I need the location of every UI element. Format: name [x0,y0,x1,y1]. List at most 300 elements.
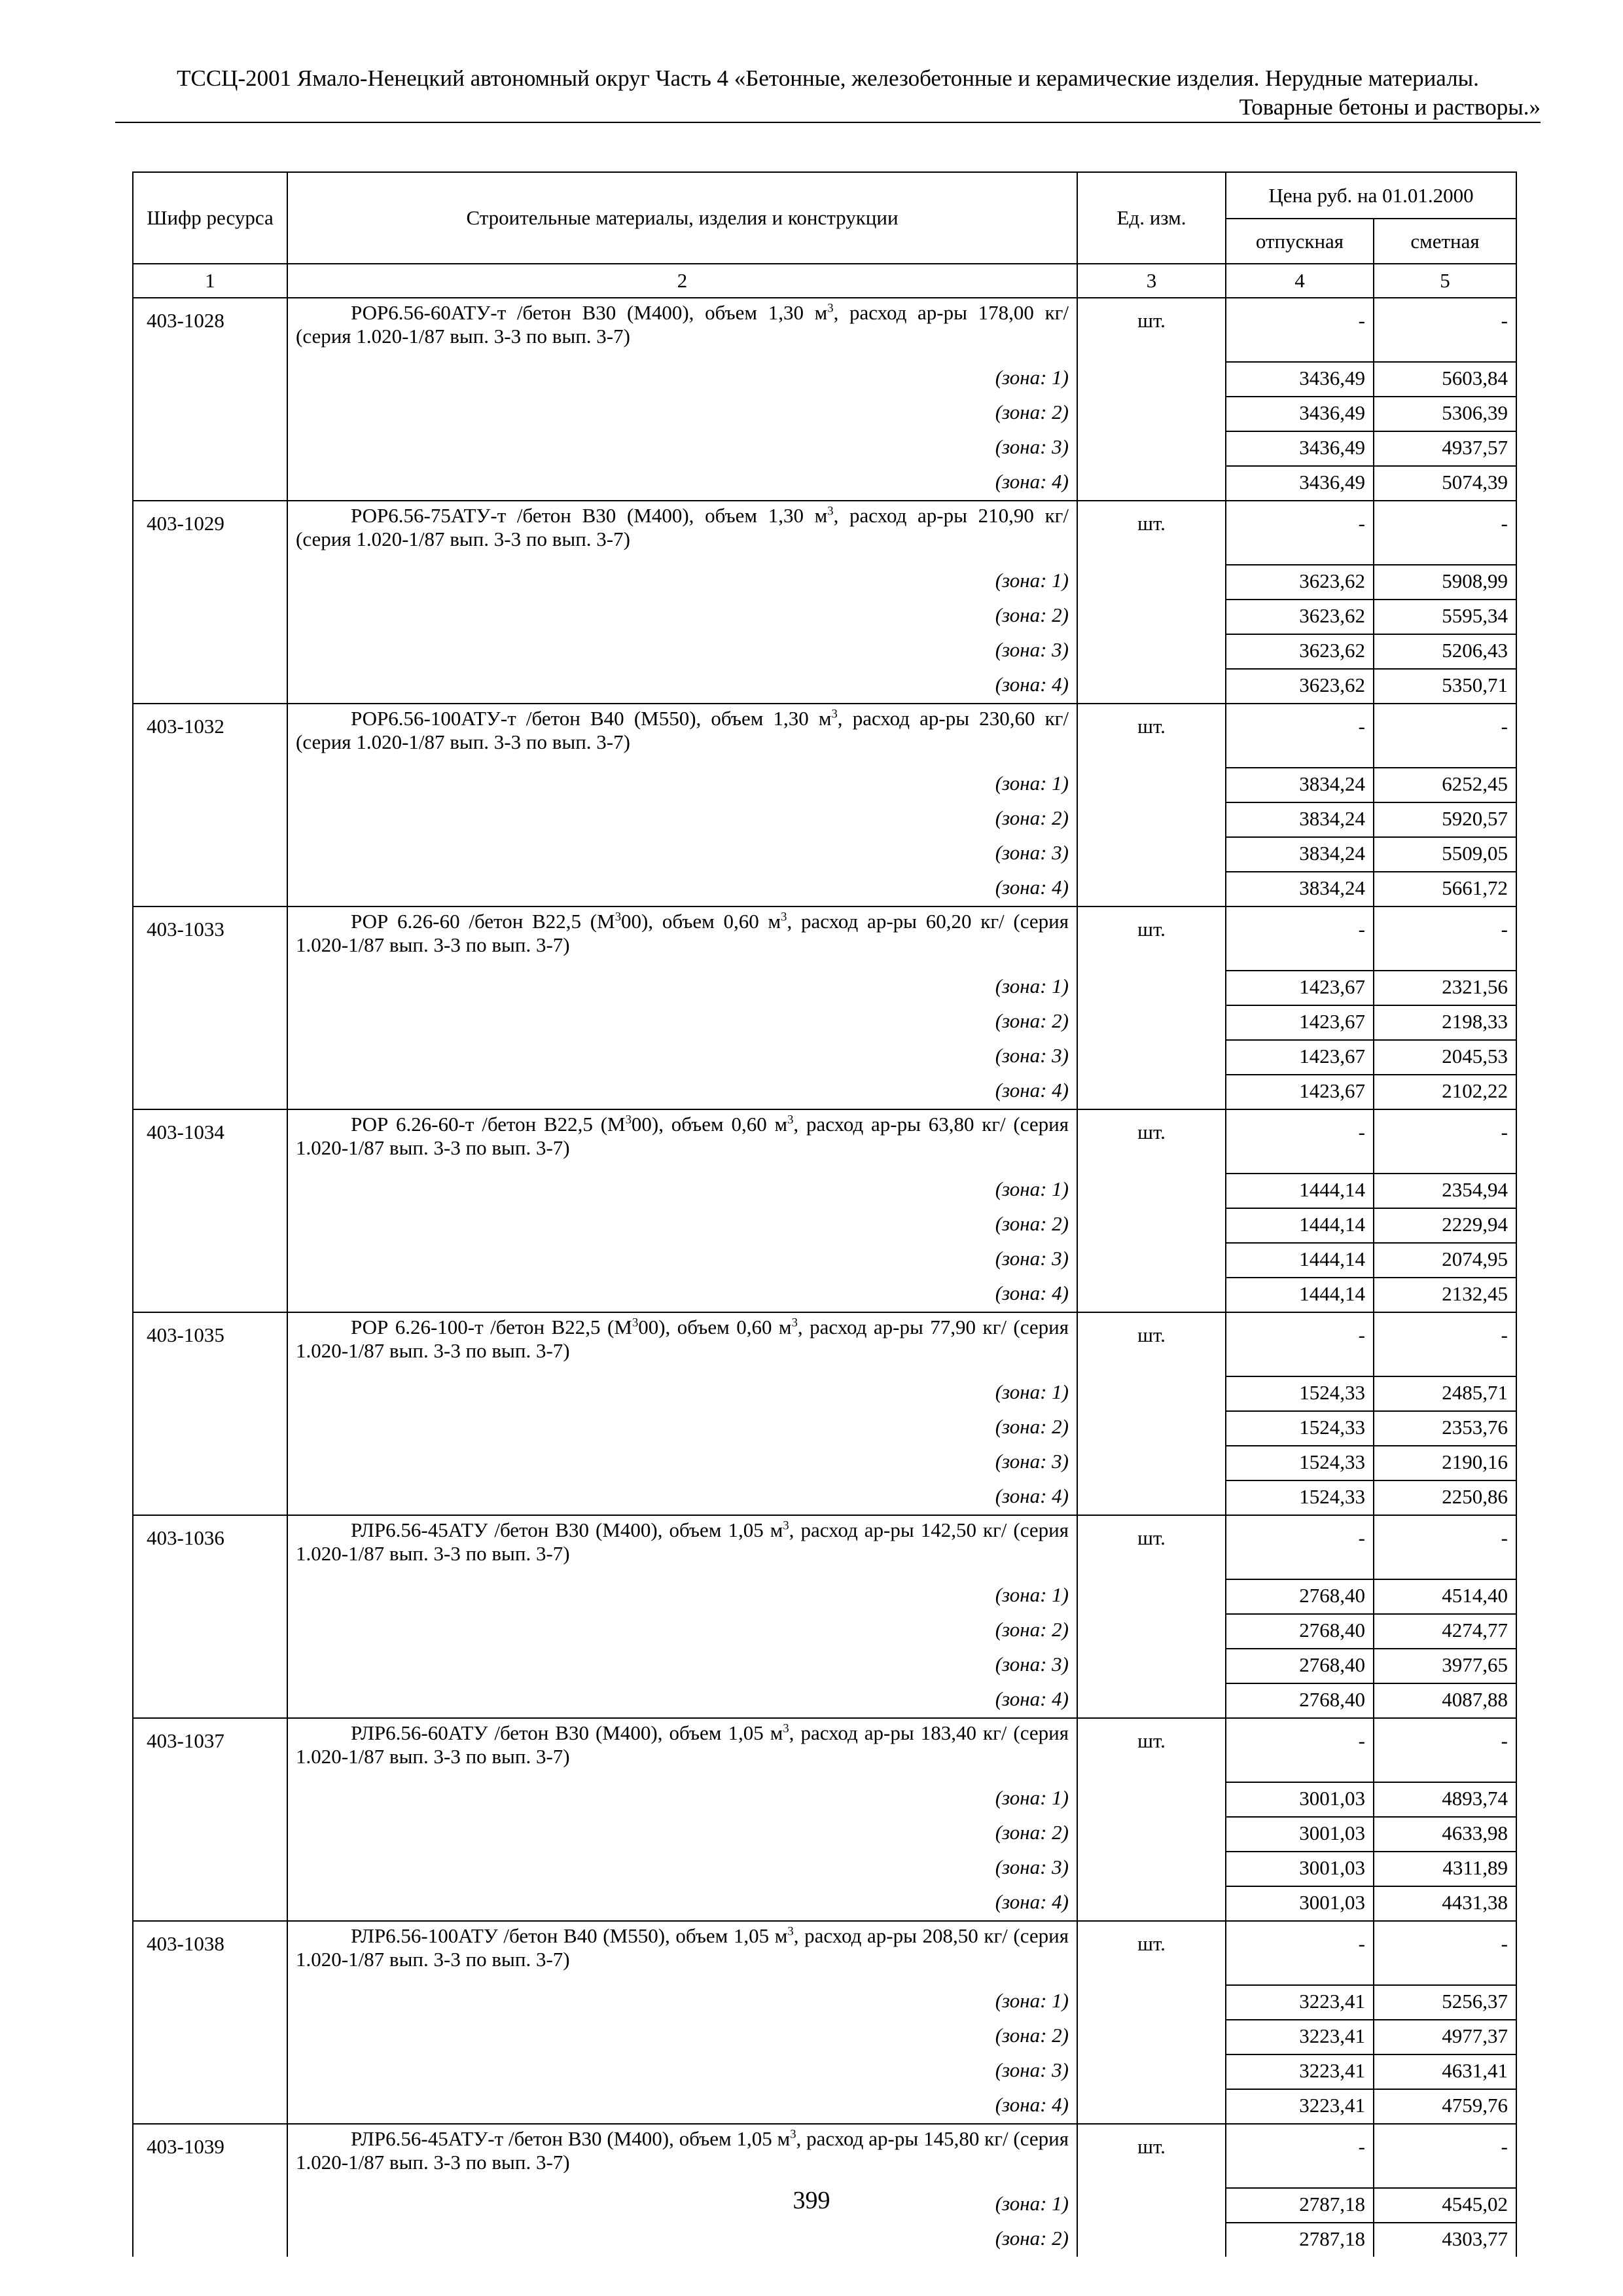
description-part: , расход ар-ры 145,80 кг/ (серия 1.020-1/87 вып. 3-3 по вып. 3-7) [296,2127,1069,2174]
zone-release-price: 3001,03 [1226,1782,1374,1817]
superscript: 3 [615,910,621,924]
zone-row [133,1005,1516,1040]
zone-estimate-price: 2132,45 [1374,1278,1516,1312]
zone-label: (зона: 2) [287,2223,1077,2257]
empty-cell [1077,1446,1226,1480]
empty-cell [133,1040,287,1075]
estimate-price: - [1374,704,1516,768]
empty-cell [1077,2020,1226,2054]
zone-release-price: 2768,40 [1226,1579,1374,1614]
zone-estimate-price: 6252,45 [1374,768,1516,802]
material-description [296,1113,1069,1160]
empty-cell [1077,2223,1226,2257]
zone-label: (зона: 3) [287,1446,1077,1480]
description-part: , расход ар-ры 210,90 кг/ (серия 1.020-1/87 вып. 3-3 по вып. 3-7) [296,504,1069,550]
zone-release-price: 1423,67 [1226,971,1374,1005]
material-description-cell [287,298,1077,362]
zone-estimate-price: 4631,41 [1374,2054,1516,2089]
table-row [133,501,1516,565]
description-part: 00), объем 0,60 м [638,1316,792,1338]
zone-estimate-price: 4274,77 [1374,1614,1516,1649]
zone-label: (зона: 4) [287,1480,1077,1515]
release-price: - [1226,704,1374,768]
zone-release-price: 3001,03 [1226,1817,1374,1852]
zone-label: (зона: 2) [287,600,1077,634]
zone-estimate-price: 2198,33 [1374,1005,1516,1040]
col-number: 3 [1077,264,1226,298]
zone-label: (зона: 4) [287,1075,1077,1109]
zone-row [133,768,1516,802]
zone-row [133,1411,1516,1446]
zone-estimate-price: 4759,76 [1374,2089,1516,2124]
header-code: Шифр ресурса [133,172,287,264]
empty-cell [133,837,287,872]
material-description [296,504,1069,551]
zone-label: (зона: 1) [287,1579,1077,1614]
unit: шт. [1077,906,1226,971]
superscript: 3 [783,1518,789,1533]
material-description-cell [287,1515,1077,1579]
zone-row [133,634,1516,669]
zone-release-price: 3623,62 [1226,565,1374,600]
description-part: РОР6.56-100АТУ-т /бетон В40 (М550), объем 1,30 м [351,707,832,730]
empty-cell [1077,600,1226,634]
zone-label: (зона: 4) [287,669,1077,704]
superscript: 3 [625,1113,632,1127]
resource-code: 403-1028 [133,298,287,362]
empty-cell [133,1005,287,1040]
zone-release-price: 3223,41 [1226,1985,1374,2020]
zone-release-price: 1423,67 [1226,1005,1374,1040]
zone-release-price: 3834,24 [1226,802,1374,837]
empty-cell [1077,1683,1226,1718]
zone-release-price: 1444,14 [1226,1208,1374,1243]
table-row [133,1312,1516,1376]
page-number: 399 [793,2187,830,2214]
zone-release-price: 1423,67 [1226,1075,1374,1109]
zone-label: (зона: 2) [287,1208,1077,1243]
empty-cell [1077,2054,1226,2089]
zone-label: (зона: 3) [287,634,1077,669]
empty-cell [1077,431,1226,466]
empty-cell [133,1782,287,1817]
empty-cell [133,1852,287,1886]
zone-estimate-price: 4514,40 [1374,1579,1516,1614]
estimate-price: - [1374,501,1516,565]
resource-code: 403-1032 [133,704,287,768]
zone-row [133,1243,1516,1278]
description-part: 00), объем 0,60 м [631,1113,788,1136]
zone-label: (зона: 1) [287,971,1077,1005]
empty-cell [1077,362,1226,397]
zone-release-price: 1423,67 [1226,1040,1374,1075]
description-part: РОР 6.26-60-т /бетон В22,5 (М [351,1113,626,1136]
description-part: РЛР6.56-100АТУ /бетон В40 (М550), объем 1,05 м [351,1924,788,1947]
zone-row [133,2223,1516,2257]
superscript: 3 [827,504,834,518]
zone-release-price: 3001,03 [1226,1886,1374,1921]
material-description-cell [287,906,1077,971]
material-description-cell [287,1921,1077,1985]
empty-cell [133,1579,287,1614]
zone-row [133,362,1516,397]
zone-estimate-price: 2485,71 [1374,1376,1516,1411]
zone-row [133,600,1516,634]
zone-release-price: 2768,40 [1226,1614,1374,1649]
zone-release-price: 3436,49 [1226,362,1374,397]
empty-cell [133,2223,287,2257]
table-row [133,1921,1516,1985]
zone-row [133,837,1516,872]
zone-row [133,2089,1516,2124]
empty-cell [133,768,287,802]
release-price: - [1226,298,1374,362]
zone-label: (зона: 1) [287,1985,1077,2020]
empty-cell [1077,634,1226,669]
zone-estimate-price: 4545,02 [1374,2188,1516,2223]
zone-row [133,1075,1516,1109]
empty-cell [133,2054,287,2089]
table-row [133,298,1516,362]
zone-release-price: 3001,03 [1226,1852,1374,1886]
zone-estimate-price: 4431,38 [1374,1886,1516,1921]
zone-estimate-price: 4893,74 [1374,1782,1516,1817]
zone-estimate-price: 5908,99 [1374,565,1516,600]
zone-release-price: 1524,33 [1226,1446,1374,1480]
zone-release-price: 1444,14 [1226,1243,1374,1278]
empty-cell [133,565,287,600]
empty-cell [133,2089,287,2124]
zone-release-price: 3223,41 [1226,2089,1374,2124]
zone-estimate-price: 2353,76 [1374,1411,1516,1446]
empty-cell [133,600,287,634]
material-description [296,910,1069,957]
empty-cell [133,1480,287,1515]
empty-cell [133,1174,287,1208]
material-description-cell [287,704,1077,768]
description-part: , расход ар-ры 230,60 кг/ (серия 1.020-1/87 вып. 3-3 по вып. 3-7) [296,707,1069,753]
empty-cell [133,802,287,837]
zone-label: (зона: 2) [287,2020,1077,2054]
zone-estimate-price: 5920,57 [1374,802,1516,837]
zone-label: (зона: 2) [287,1817,1077,1852]
zone-row [133,971,1516,1005]
zone-row [133,1480,1516,1515]
empty-cell [133,1817,287,1852]
empty-cell [1077,2089,1226,2124]
table-row [133,2124,1516,2188]
empty-cell [1077,1075,1226,1109]
empty-cell [133,1208,287,1243]
empty-cell [133,1411,287,1446]
zone-row [133,2020,1516,2054]
description-part: , расход ар-ры 183,40 кг/ (серия 1.020-1/87 вып. 3-3 по вып. 3-7) [296,1721,1069,1768]
description-part: РЛР6.56-60АТУ /бетон В30 (М400), объем 1,05 м [351,1721,783,1744]
resource-code: 403-1038 [133,1921,287,1985]
empty-cell [1077,1817,1226,1852]
estimate-price: - [1374,298,1516,362]
empty-cell [1077,466,1226,501]
zone-release-price: 3223,41 [1226,2020,1374,2054]
zone-row [133,1817,1516,1852]
unit: шт. [1077,2124,1226,2188]
zone-row [133,1174,1516,1208]
zone-estimate-price: 5206,43 [1374,634,1516,669]
description-part: РОР6.56-60АТУ-т /бетон В30 (М400), объем 1,30 м [351,301,828,324]
zone-row [133,397,1516,431]
empty-cell [1077,837,1226,872]
zone-estimate-price: 2190,16 [1374,1446,1516,1480]
zone-release-price: 1524,33 [1226,1376,1374,1411]
zone-row [133,1446,1516,1480]
empty-cell [1077,1579,1226,1614]
zone-row [133,565,1516,600]
zone-estimate-price: 4311,89 [1374,1852,1516,1886]
superscript: 3 [787,1113,794,1127]
zone-release-price: 1524,33 [1226,1480,1374,1515]
material-description [296,707,1069,754]
zone-label: (зона: 2) [287,1005,1077,1040]
empty-cell [133,872,287,906]
estimate-price: - [1374,2124,1516,2188]
header-line-2: Товарные бетоны и растворы.» [1239,94,1541,120]
empty-cell [133,634,287,669]
col-number: 2 [287,264,1077,298]
zone-estimate-price: 5661,72 [1374,872,1516,906]
unit: шт. [1077,1921,1226,1985]
material-description [296,1721,1069,1768]
zone-estimate-price: 4087,88 [1374,1683,1516,1718]
material-description-cell [287,1109,1077,1174]
zone-release-price: 1444,14 [1226,1174,1374,1208]
release-price: - [1226,1312,1374,1376]
zone-estimate-price: 5256,37 [1374,1985,1516,2020]
empty-cell [133,1376,287,1411]
zone-release-price: 3623,62 [1226,634,1374,669]
material-description [296,1316,1069,1363]
superscript: 3 [827,301,834,315]
zone-label: (зона: 4) [287,1886,1077,1921]
zone-release-price: 3436,49 [1226,397,1374,431]
zone-estimate-price: 2074,95 [1374,1243,1516,1278]
header-price: Цена руб. на 01.01.2000 [1226,172,1516,219]
empty-cell [1077,1278,1226,1312]
resource-code: 403-1036 [133,1515,287,1579]
estimate-price: - [1374,1109,1516,1174]
resource-code: 403-1037 [133,1718,287,1782]
table-row [133,906,1516,971]
empty-cell [1077,1243,1226,1278]
zone-release-price: 2768,40 [1226,1683,1374,1718]
description-part: РОР 6.26-60 /бетон В22,5 (М [351,910,615,933]
zone-estimate-price: 5595,34 [1374,600,1516,634]
zone-row [133,1782,1516,1817]
release-price: - [1226,906,1374,971]
zone-release-price: 2768,40 [1226,1649,1374,1683]
empty-cell [133,2020,287,2054]
zone-row [133,1614,1516,1649]
zone-estimate-price: 4303,77 [1374,2223,1516,2257]
empty-cell [1077,1649,1226,1683]
superscript: 3 [831,707,838,721]
resource-code: 403-1033 [133,906,287,971]
material-description [296,1924,1069,1971]
material-description-cell [287,1718,1077,1782]
zone-release-price: 3834,24 [1226,768,1374,802]
superscript: 3 [787,1924,794,1939]
empty-cell [133,1886,287,1921]
empty-cell [1077,669,1226,704]
empty-cell [1077,1174,1226,1208]
empty-cell [1077,1886,1226,1921]
col-number: 1 [133,264,287,298]
zone-row [133,669,1516,704]
empty-cell [1077,1782,1226,1817]
estimate-price: - [1374,906,1516,971]
empty-cell [133,669,287,704]
zone-row [133,2054,1516,2089]
superscript: 3 [791,1316,798,1330]
description-part: 00), объем 0,60 м [620,910,781,933]
empty-cell [133,362,287,397]
superscript: 3 [632,1316,639,1330]
running-header [115,64,1541,122]
description-part: , расход ар-ры 60,20 кг/ (серия 1.020-1/87 вып. 3-3 по вып. 3-7) [296,910,1069,956]
empty-cell [1077,1852,1226,1886]
zone-label: (зона: 3) [287,1649,1077,1683]
header-name: Строительные материалы, изделия и конструкции [287,172,1077,264]
table-body [133,298,1516,2257]
empty-cell [1077,1005,1226,1040]
release-price: - [1226,1515,1374,1579]
zone-estimate-price: 2250,86 [1374,1480,1516,1515]
zone-label: (зона: 4) [287,872,1077,906]
zone-release-price: 3834,24 [1226,872,1374,906]
release-price: - [1226,501,1374,565]
empty-cell [133,1243,287,1278]
estimate-price: - [1374,1718,1516,1782]
material-description-cell [287,1312,1077,1376]
zone-label: (зона: 1) [287,1782,1077,1817]
description-part: , расход ар-ры 208,50 кг/ (серия 1.020-1/87 вып. 3-3 по вып. 3-7) [296,1924,1069,1971]
zone-release-price: 2787,18 [1226,2188,1374,2223]
zone-label: (зона: 3) [287,837,1077,872]
zone-label: (зона: 1) [287,565,1077,600]
empty-cell [133,1075,287,1109]
empty-cell [133,397,287,431]
zone-release-price: 3623,62 [1226,669,1374,704]
zone-estimate-price: 2045,53 [1374,1040,1516,1075]
col-number: 5 [1374,264,1516,298]
empty-cell [133,1985,287,2020]
zone-estimate-price: 5074,39 [1374,466,1516,501]
zone-estimate-price: 4633,98 [1374,1817,1516,1852]
release-price: - [1226,1921,1374,1985]
table-row [133,1515,1516,1579]
header-unit: Ед. изм. [1077,172,1226,264]
zone-estimate-price: 5509,05 [1374,837,1516,872]
empty-cell [133,1649,287,1683]
zone-release-price: 3436,49 [1226,431,1374,466]
zone-release-price: 3834,24 [1226,837,1374,872]
zone-release-price: 3623,62 [1226,600,1374,634]
unit: шт. [1077,298,1226,362]
zone-row [133,1208,1516,1243]
empty-cell [1077,1985,1226,2020]
empty-cell [1077,971,1226,1005]
zone-estimate-price: 2354,94 [1374,1174,1516,1208]
empty-cell [1077,397,1226,431]
resource-code: 403-1029 [133,501,287,565]
empty-cell [1077,1376,1226,1411]
zone-estimate-price: 3977,65 [1374,1649,1516,1683]
zone-label: (зона: 3) [287,431,1077,466]
empty-cell [1077,1411,1226,1446]
description-part: РЛР6.56-45АТУ-т /бетон В30 (М400), объем 1,05 м [351,2127,791,2150]
material-description-cell [287,2124,1077,2188]
zone-row [133,1278,1516,1312]
zone-label: (зона: 2) [287,802,1077,837]
empty-cell [133,431,287,466]
estimate-price: - [1374,1921,1516,1985]
empty-cell [133,1614,287,1649]
zone-estimate-price: 2321,56 [1374,971,1516,1005]
estimate-price: - [1374,1515,1516,1579]
empty-cell [133,1683,287,1718]
description-part: , расход ар-ры 178,00 кг/ (серия 1.020-1/87 вып. 3-3 по вып. 3-7) [296,301,1069,348]
zone-label: (зона: 2) [287,397,1077,431]
empty-cell [133,971,287,1005]
resource-code: 403-1035 [133,1312,287,1376]
empty-cell [133,1446,287,1480]
zone-label: (зона: 3) [287,1243,1077,1278]
col-number: 4 [1226,264,1374,298]
table-row [133,704,1516,768]
table-row [133,1718,1516,1782]
resource-code: 403-1039 [133,2124,287,2188]
empty-cell [1077,1040,1226,1075]
zone-label: (зона: 4) [287,1683,1077,1718]
description-part: , расход ар-ры 142,50 кг/ (серия 1.020-1/87 вып. 3-3 по вып. 3-7) [296,1518,1069,1565]
table-row [133,1109,1516,1174]
zone-label: (зона: 2) [287,1614,1077,1649]
description-part: РЛР6.56-45АТУ /бетон В30 (М400), объем 1,05 м [351,1518,783,1541]
zone-label: (зона: 4) [287,2089,1077,2124]
zone-label: (зона: 3) [287,2054,1077,2089]
description-part: , расход ар-ры 63,80 кг/ (серия 1.020-1/87 вып. 3-3 по вып. 3-7) [296,1113,1069,1159]
zone-label: (зона: 4) [287,1278,1077,1312]
empty-cell [1077,802,1226,837]
zone-release-price: 1524,33 [1226,1411,1374,1446]
estimate-price: - [1374,1312,1516,1376]
description-part: РОР 6.26-100-т /бетон В22,5 (М [351,1316,632,1338]
zone-estimate-price: 4977,37 [1374,2020,1516,2054]
description-part: , расход ар-ры 77,90 кг/ (серия 1.020-1/87 вып. 3-3 по вып. 3-7) [296,1316,1069,1362]
zone-release-price: 2787,18 [1226,2223,1374,2257]
superscript: 3 [781,910,787,924]
release-price: - [1226,2124,1374,2188]
resource-code: 403-1034 [133,1109,287,1174]
zone-row [133,1649,1516,1683]
empty-cell [1077,872,1226,906]
zone-label: (зона: 2) [287,1411,1077,1446]
material-description [296,1518,1069,1566]
header-estimate-price: сметная [1374,219,1516,264]
zone-release-price: 3223,41 [1226,2054,1374,2089]
zone-estimate-price: 2102,22 [1374,1075,1516,1109]
zone-estimate-price: 5350,71 [1374,669,1516,704]
header-release-price: отпускная [1226,219,1374,264]
